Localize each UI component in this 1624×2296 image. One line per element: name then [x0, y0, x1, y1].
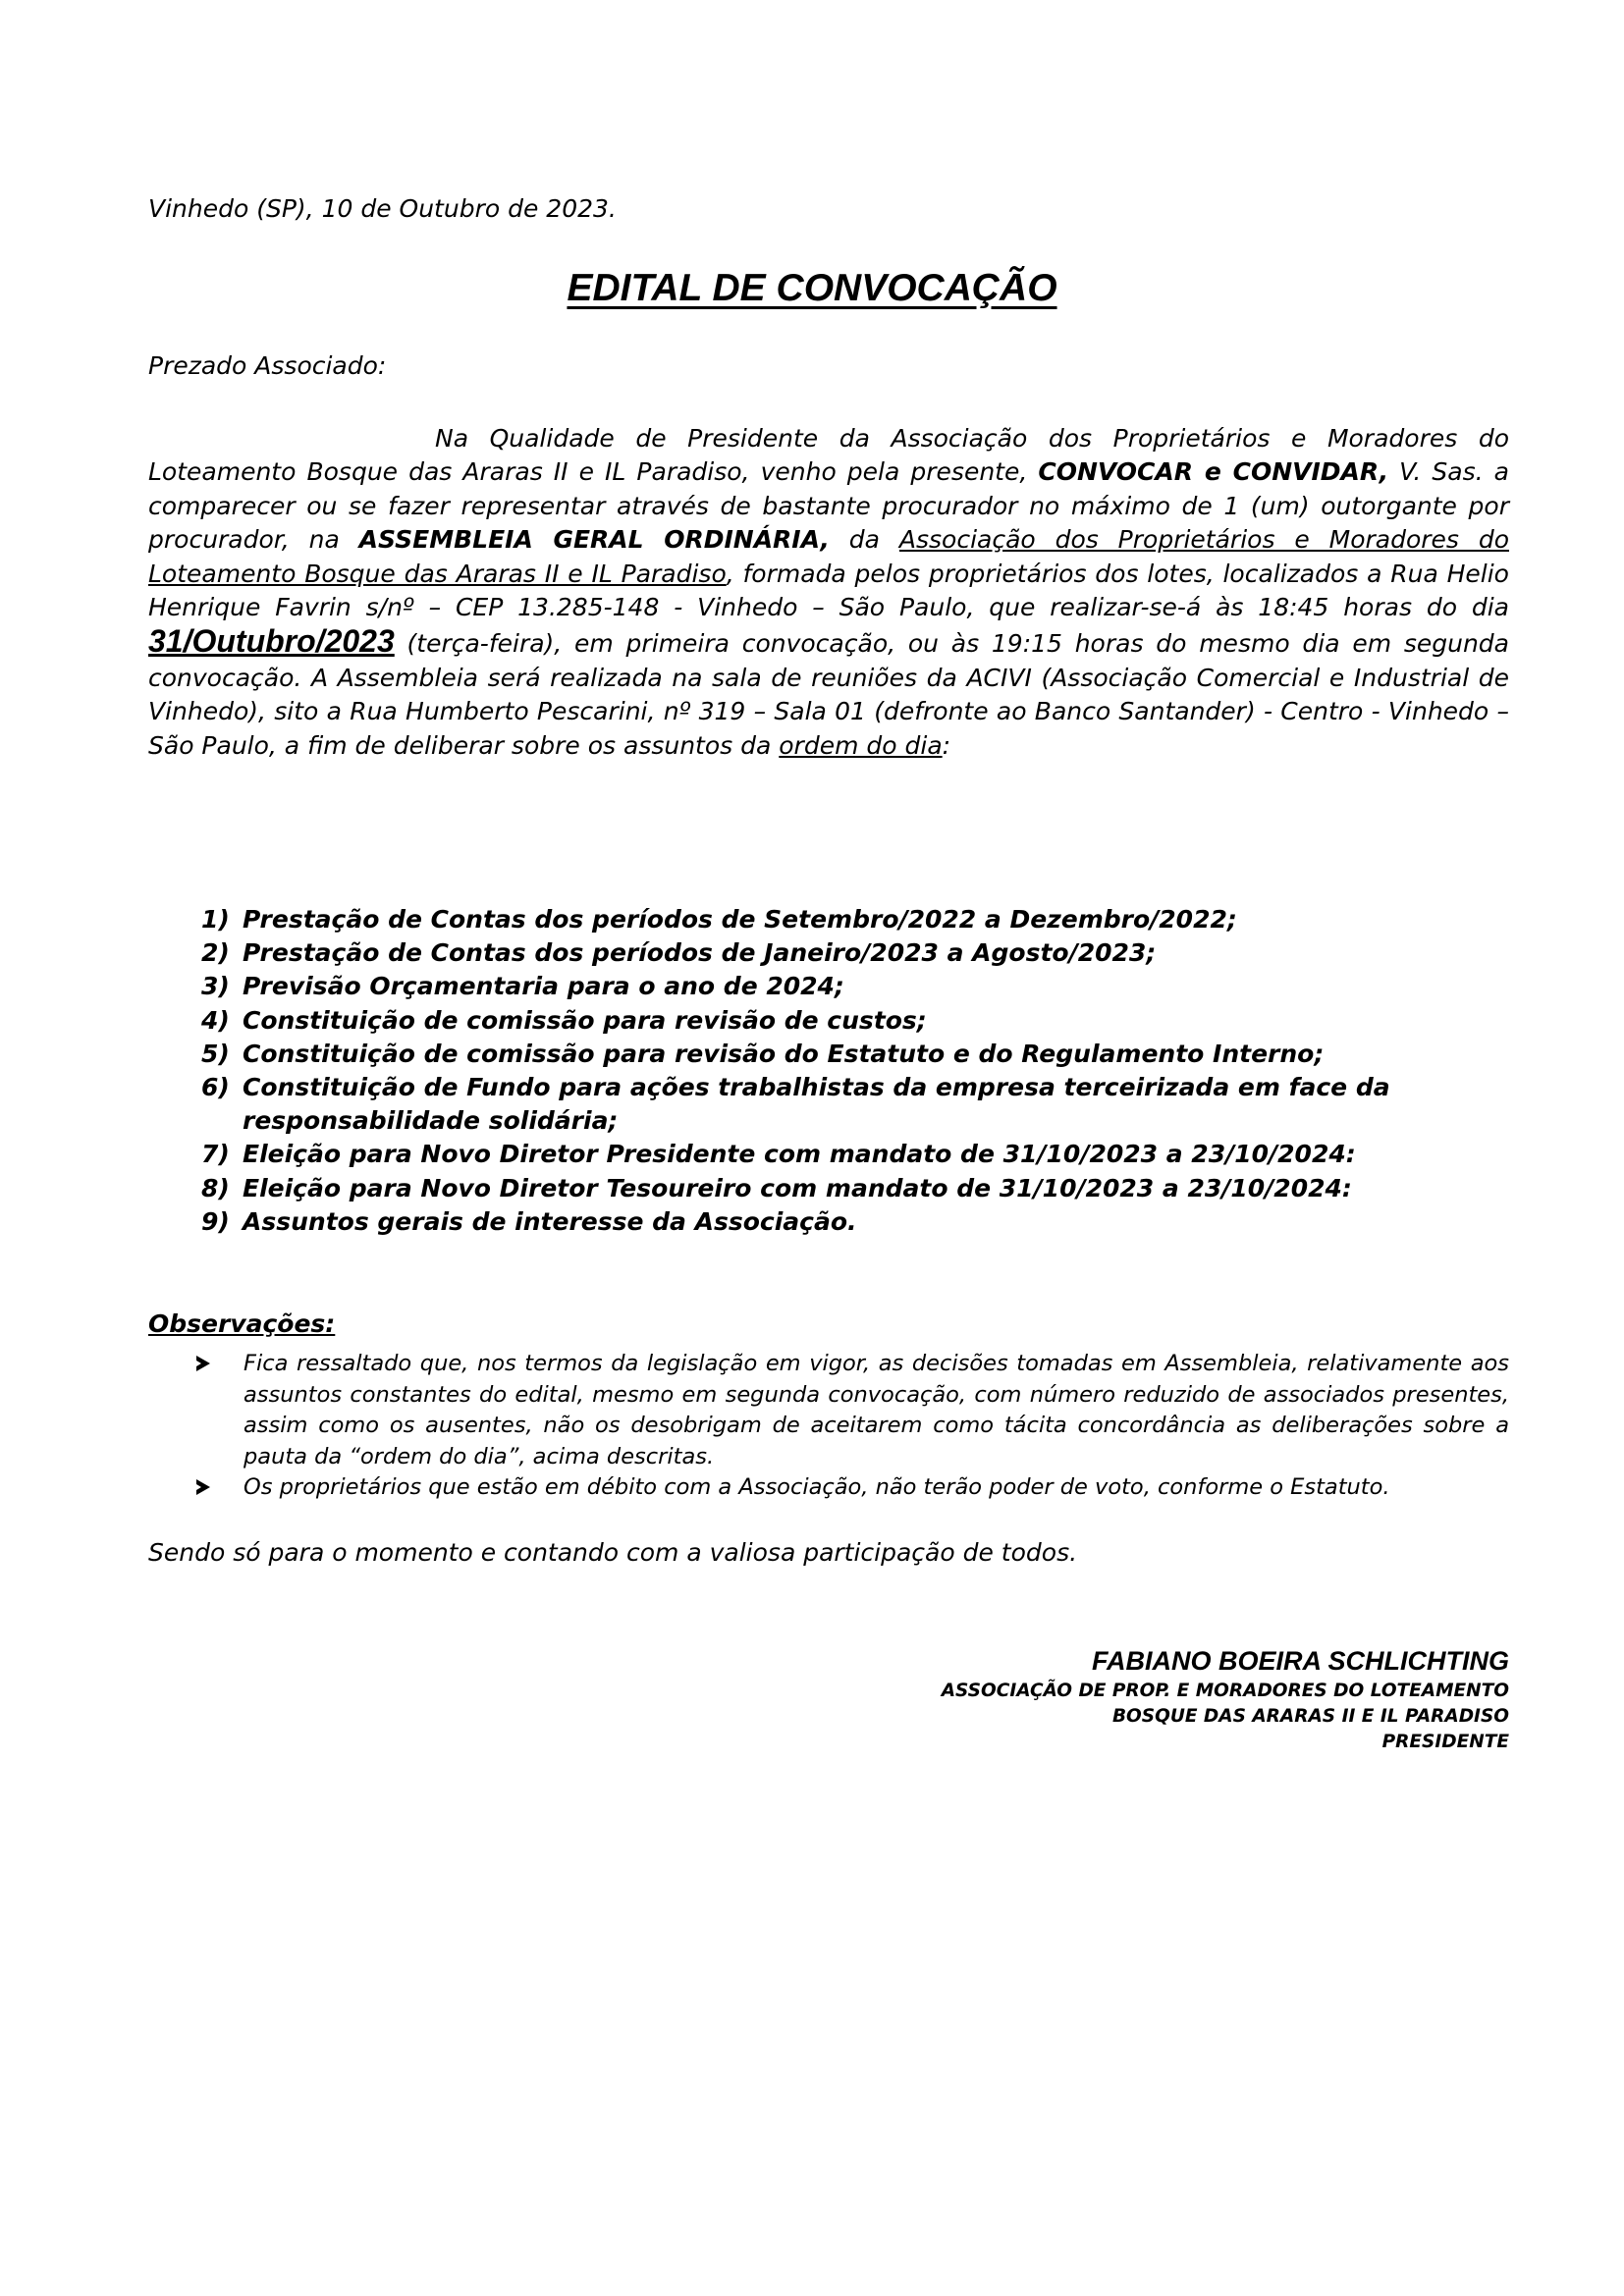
observations-list: [196, 1349, 1509, 1504]
agenda-item-text: Constituição de comissão para revisão do Estatuto e do Regulamento Interno;: [243, 1039, 1325, 1068]
agenda-item-number: 2): [201, 938, 230, 968]
agenda-item: [201, 1172, 1512, 1205]
agenda-item-text: Constituição de comissão para revisão de custos;: [243, 1005, 927, 1035]
agenda-list: [201, 903, 1512, 1239]
agenda-item: [201, 903, 1512, 936]
convocation-paragraph: [148, 422, 1509, 763]
signatory-role: PRESIDENTE: [1381, 1732, 1509, 1752]
observation-text: Os proprietários que estão em débito com a Associação, não terão poder de voto, conforme o Estatuto.: [244, 1474, 1390, 1500]
agenda-item-text: Assuntos gerais de interesse da Associação.: [243, 1206, 857, 1236]
agenda-item: [201, 1205, 1512, 1239]
signatory-organization-line1: ASSOCIAÇÃO DE PROP. E MORADORES DO LOTEAMENTO: [941, 1681, 1509, 1701]
agenda-item: [201, 1138, 1512, 1171]
meeting-date: 31/Outubro/2023: [148, 623, 395, 660]
body-text: V. Sas. a comparecer ou se fazer representar através de bastante procurador no máximo de 1 (um) outorgante por procurador, na: [148, 457, 1509, 555]
body-text: :: [942, 730, 951, 760]
agenda-item-text: Previsão Orçamentaria para o ano de 2024;: [243, 972, 844, 1001]
dateline: Vinhedo (SP), 10 de Outubro de 2023.: [148, 194, 617, 223]
agenda-item-text: Eleição para Novo Diretor Tesoureiro com mandato de 31/10/2023 a 23/10/2024:: [243, 1173, 1352, 1202]
agenda-item-text: Prestação de Contas dos períodos de Setembro/2022 a Dezembro/2022;: [243, 905, 1237, 934]
signatory-organization-line2: BOSQUE DAS ARARAS II E IL PARADISO: [1111, 1706, 1509, 1727]
agenda-item-text: Prestação de Contas dos períodos de Janeiro/2023 a Agosto/2023;: [243, 938, 1157, 968]
agenda-item-number: 5): [201, 1039, 230, 1068]
arrow-bullet-icon: [196, 1356, 210, 1371]
agenda-item-number: 8): [201, 1173, 230, 1202]
body-bold-convocar: CONVOCAR e CONVIDAR,: [1038, 457, 1389, 487]
body-text: Na Qualidade de Presidente da Associação dos Proprietários e Moradores do Loteamento Bosque das Araras II e IL Paradiso, venho pela presente,: [148, 424, 1509, 487]
agenda-item: [201, 936, 1512, 970]
body-text: , formada pelos proprietários dos lotes, localizados a Rua Helio Henrique Favrin s/nº – CEP 13.285-148 - Vinhedo – São Paulo, que realizar-se-á às 18:45 horas do dia: [148, 559, 1509, 622]
agenda-item-number: 1): [201, 905, 230, 934]
document-title: EDITAL DE CONVOCAÇÃO: [567, 267, 1057, 309]
closing-sentence: Sendo só para o momento e contando com a valiosa participação de todos.: [148, 1538, 1078, 1567]
arrow-bullet-icon: [196, 1479, 210, 1495]
agenda-item-number: 3): [201, 972, 230, 1001]
agenda-item: [201, 1038, 1512, 1071]
body-text: da: [829, 525, 899, 555]
agenda-item-number: 6): [201, 1073, 230, 1102]
signatory-name: FABIANO BOEIRA SCHLICHTING: [1092, 1646, 1509, 1676]
body-bold-assembly: ASSEMBLEIA GERAL ORDINÁRIA,: [358, 525, 830, 555]
agenda-item: [201, 1004, 1512, 1038]
agenda-item-text: Constituição de Fundo para ações trabalhistas da empresa terceirizada em face da responsabilidade solidária;: [243, 1073, 1390, 1136]
agenda-item-number: 7): [201, 1140, 230, 1169]
observation-item: [196, 1349, 1509, 1472]
greeting: Prezado Associado:: [148, 351, 387, 380]
agenda-item-number: 9): [201, 1206, 230, 1236]
signature-block: [687, 1643, 1509, 1755]
observations-title: Observações:: [148, 1309, 336, 1338]
observation-item: [196, 1472, 1509, 1504]
observation-text: Fica ressaltado que, nos termos da legislação em vigor, as decisões tomadas em Assembleia, relativamente aos assuntos constantes do edital, mesmo em segunda convocação, com número reduzido de associados presentes, assim como os ausentes, não os desobrigam de aceitarem como tácita concordância as deliberações sobre a pauta da “ordem do dia”, acima descritas.: [244, 1351, 1509, 1469]
body-underline-association: Associação dos Proprietários e Moradores do Loteamento Bosque das Araras II e IL Paradiso: [148, 525, 1509, 588]
body-text: (terça-feira), em primeira convocação, ou às 19:15 horas do mesmo dia em segunda convocação. A Assembleia será realizada na sala de reuniões da ACIVI (Associação Comercial e Industrial de Vinhedo), sito a Rua Humberto Pescarini, nº 319 – Sala 01 (defronte ao Banco Santander) - Centro - Vinhedo – São Paulo, a fim de deliberar sobre os assuntos da: [148, 629, 1509, 760]
agenda-item-text: Eleição para Novo Diretor Presidente com mandato de 31/10/2023 a 23/10/2024:: [243, 1140, 1356, 1169]
agenda-item-number: 4): [201, 1005, 230, 1035]
body-underline-agenda: ordem do dia: [779, 730, 943, 760]
agenda-item: [201, 970, 1512, 1003]
agenda-item: [201, 1071, 1512, 1138]
